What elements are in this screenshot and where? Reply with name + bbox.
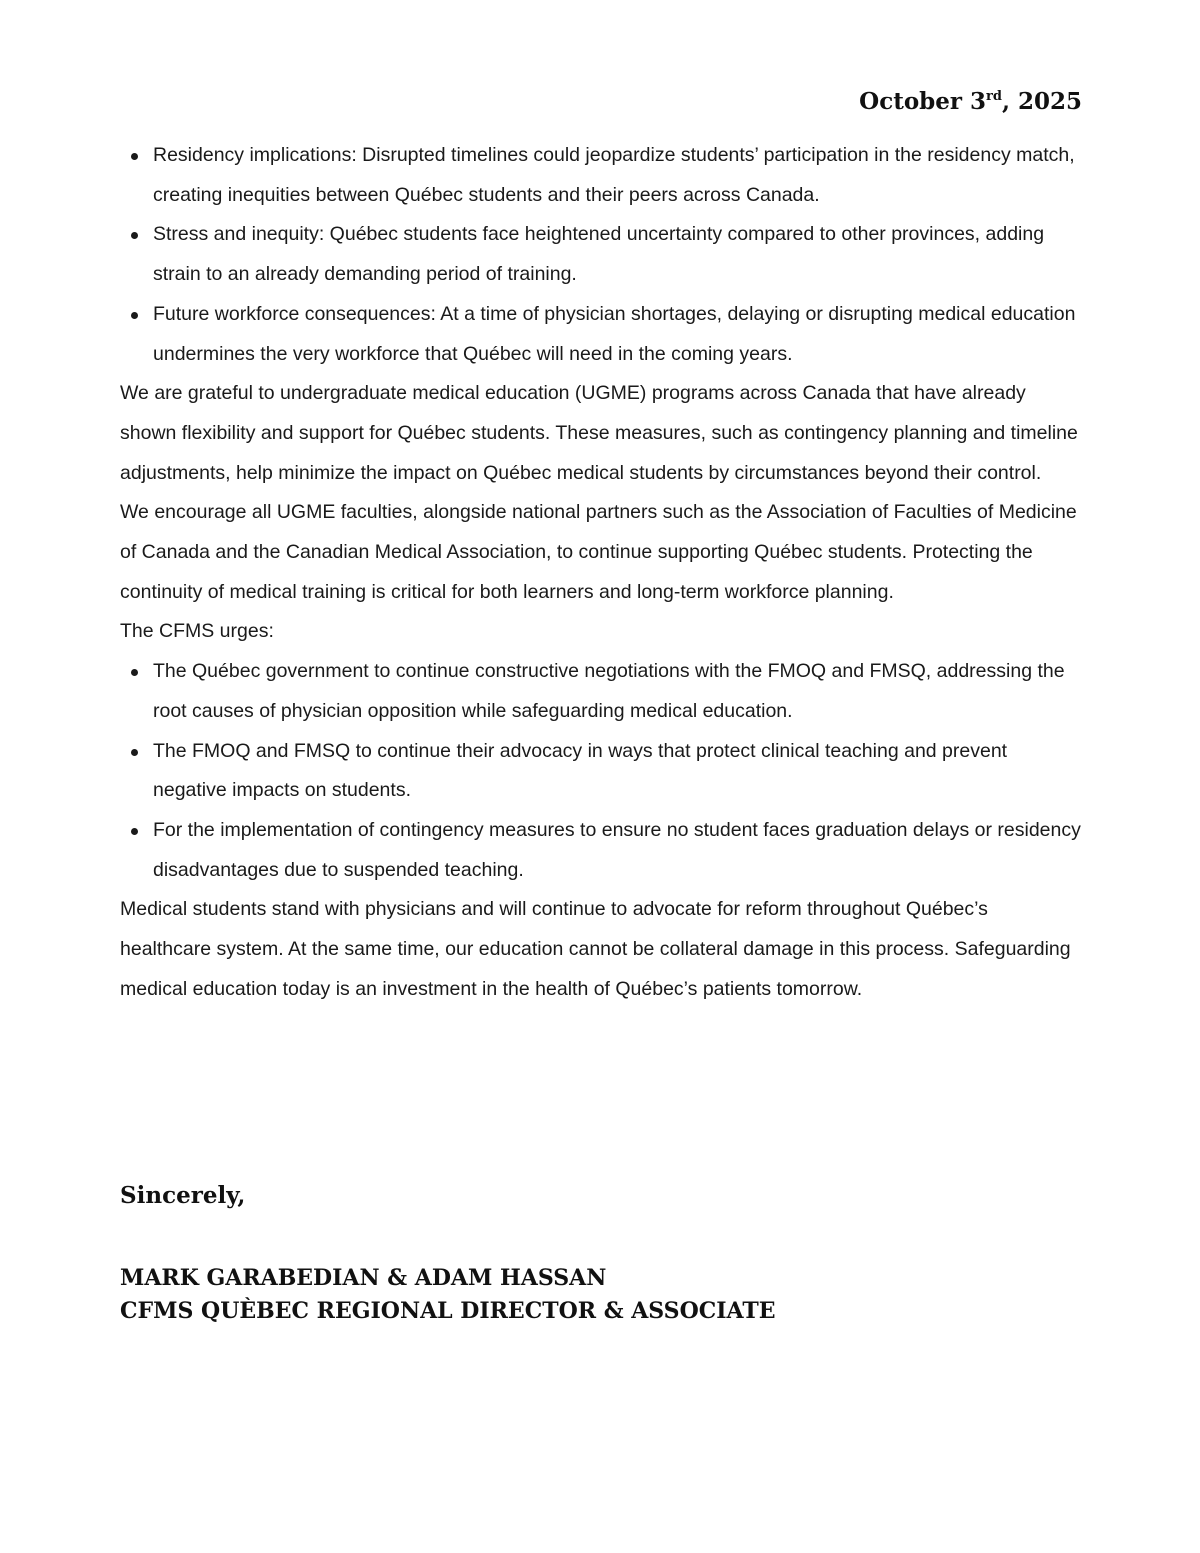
- letter-body: [120, 136, 1082, 1009]
- date-suffix: rd: [986, 89, 1002, 104]
- closing-salutation: Sincerely,: [120, 1182, 246, 1209]
- impacts-list: [120, 136, 1082, 374]
- gratitude-paragraph: We are grateful to undergraduate medical education (UGME) programs across Canada that have already shown flexibility and support for Québec students. These measures, such as contingency planning and timeline adjustments, help minimize the impact on Québec medical students by circumstances beyond their control.: [120, 382, 1078, 484]
- conclusion-paragraph: Medical students stand with physicians and will continue to advocate for reform throughout Québec’s healthcare system. At the same time, our education cannot be collateral damage in this process. Safeguarding medical education today is an investment in the health of Québec’s patients tomorrow.: [120, 898, 1071, 1000]
- urges-intro: The CFMS urges:: [120, 620, 274, 643]
- signature-title: CFMS QUÈBEC REGIONAL DIRECTOR & ASSOCIATE: [120, 1298, 776, 1324]
- urge-item: For the implementation of contingency measures to ensure no student faces graduation delays or residency disadvantages due to suspended teaching.: [153, 811, 1082, 890]
- date-year: , 2025: [1001, 88, 1082, 115]
- impact-item: Future workforce consequences: At a time of physician shortages, delaying or disrupting medical education undermines the very workforce that Québec will need in the coming years.: [153, 295, 1082, 374]
- signature-names: MARK GARABEDIAN & ADAM HASSAN: [120, 1265, 607, 1291]
- impact-item: Residency implications: Disrupted timelines could jeopardize students’ participation in the residency match, creating inequities between Québec students and their peers across Canada.: [153, 136, 1082, 215]
- impact-item: Stress and inequity: Québec students face heightened uncertainty compared to other provinces, adding strain to an already demanding period of training.: [153, 215, 1082, 294]
- urge-item: The Québec government to continue constructive negotiations with the FMOQ and FMSQ, addressing the root causes of physician opposition while safeguarding medical education.: [153, 652, 1082, 731]
- urge-item: The FMOQ and FMSQ to continue their advocacy in ways that protect clinical teaching and prevent negative impacts on students.: [153, 732, 1082, 811]
- urges-list: [120, 652, 1082, 890]
- encourage-paragraph: We encourage all UGME faculties, alongside national partners such as the Association of Faculties of Medicine of Canada and the Canadian Medical Association, to continue supporting Québec students. Protecting the continuity of medical training is critical for both learners and long-term workforce planning.: [120, 501, 1077, 603]
- date-day: October 3: [859, 88, 987, 115]
- letter-date: [859, 88, 1082, 115]
- signature-block: [120, 1262, 776, 1328]
